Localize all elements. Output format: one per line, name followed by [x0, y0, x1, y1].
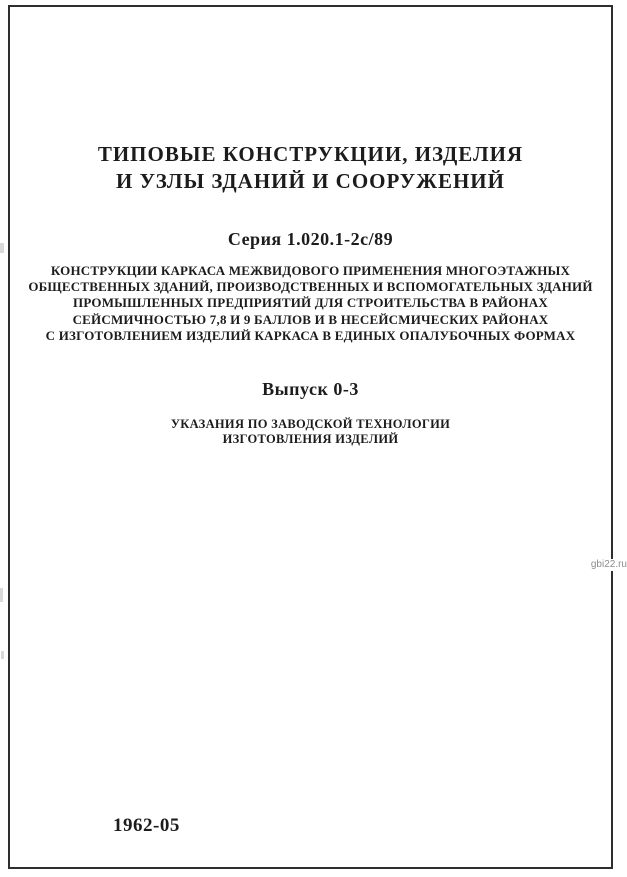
- issue-label: Выпуск 0-3: [262, 379, 359, 399]
- subject-line-3: ПРОМЫШЛЕННЫХ ПРЕДПРИЯТИЙ ДЛЯ СТРОИТЕЛЬСТВА В РАЙОНАХ: [73, 295, 548, 311]
- subject-line-1: КОНСТРУКЦИИ КАРКАСА МЕЖВИДОВОГО ПРИМЕНЕНИЯ МНОГОЭТАЖНЫХ: [50, 263, 571, 278]
- series-label: Серия 1.020.1-2с/89: [227, 229, 394, 249]
- scan-artifact: [0, 243, 4, 253]
- doc-number: 1962-05: [113, 815, 180, 836]
- watermark: gbi22.ru: [590, 559, 627, 570]
- subject-line-4: СЕЙСМИЧНОСТЬЮ 7,8 И 9 БАЛЛОВ И В НЕСЕЙСМИЧЕСКИХ РАЙОНАХ: [72, 311, 549, 327]
- subtitle-line-2: ИЗГОТОВЛЕНИЯ ИЗДЕЛИЙ: [222, 432, 399, 446]
- subject-line-2: ОБЩЕСТВЕННЫХ ЗДАНИЙ, ПРОИЗВОДСТВЕННЫХ И ВСПОМОГАТЕЛЬНЫХ ЗДАНИЙ: [28, 279, 593, 295]
- subject-line-5: С ИЗГОТОВЛЕНИЕМ ИЗДЕЛИЙ КАРКАСА В ЕДИНЫХ ОПАЛУБОЧНЫХ ФОРМАХ: [45, 327, 576, 343]
- scan-artifact: [0, 588, 3, 602]
- page-title-line-2: И УЗЛЫ ЗДАНИЙ И СООРУЖЕНИЙ: [116, 169, 505, 193]
- subtitle-line-1: УКАЗАНИЯ ПО ЗАВОДСКОЙ ТЕХНОЛОГИИ: [170, 417, 451, 431]
- subtitle: [8, 417, 613, 447]
- page-title: [8, 141, 613, 195]
- subject-text: [8, 263, 613, 344]
- scan-artifact: [1, 651, 4, 659]
- page-title-line-1: ТИПОВЫЕ КОНСТРУКЦИИ, ИЗДЕЛИЯ: [97, 142, 524, 166]
